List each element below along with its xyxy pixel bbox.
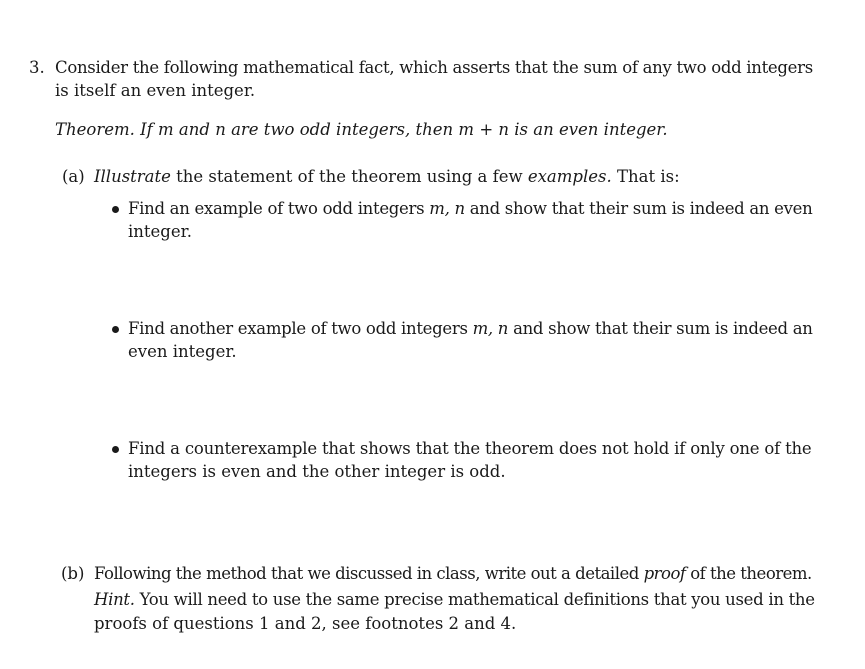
part-a-label: (a): [62, 167, 85, 186]
theorem-text-d: is an even integer.: [509, 120, 668, 139]
theorem-statement: [55, 119, 668, 141]
part-a-examples-word: examples.: [527, 167, 612, 186]
bullet-marker-3: [112, 446, 119, 453]
theorem-text-c: are two odd integers, then: [225, 120, 459, 139]
problem-intro-line-1: Consider the following mathematical fact, which asserts that the sum of any two odd integers: [55, 58, 813, 77]
part-a-intro: [94, 166, 680, 188]
bullet-3-line-1: Find a counterexample that shows that the theorem does not hold if only one of the: [128, 439, 812, 458]
part-b-line-3: proofs of questions 1 and 2, see footnotes 2 and 4.: [94, 614, 517, 633]
bullet-1-line-2: integer.: [128, 222, 192, 241]
theorem-expression: m + n: [458, 120, 510, 139]
theorem-label: Theorem.: [55, 120, 135, 139]
part-b-line-2: Hint. You will need to use the same precise mathematical definitions that you used in the: [94, 590, 815, 609]
problem-intro-line-2: is itself an even integer.: [55, 81, 256, 100]
problem-number: 3.: [29, 58, 45, 77]
part-a-text-mid: the statement of the theorem using a few: [170, 167, 528, 186]
theorem-text-a: If: [140, 120, 158, 139]
bullet-marker-2: [112, 326, 119, 333]
bullet-3-line-2: integers is even and the other integer is odd.: [128, 462, 506, 481]
part-a-text-end: That is:: [611, 167, 680, 186]
theorem-var-m: m: [158, 120, 174, 139]
bullet-2-math: m, n: [472, 319, 509, 338]
bullet-1-line-1: Find an example of two odd integers m, n and show that their sum is indeed an even: [128, 199, 813, 218]
part-a-verb: Illustrate: [94, 167, 171, 186]
part-b-line-1: Following the method that we discussed in class, write out a detailed proof of the theorem.: [94, 564, 812, 583]
bullet-1-math: m, n: [429, 199, 465, 218]
bullet-marker-1: [112, 206, 119, 213]
part-b-proof-word: proof: [643, 564, 686, 583]
theorem-var-n: n: [215, 120, 226, 139]
bullet-2-line-2: even integer.: [128, 342, 237, 361]
theorem-text-b: and: [173, 120, 216, 139]
part-b-label: (b): [61, 564, 85, 583]
bullet-2-line-1: Find another example of two odd integers m, n and show that their sum is indeed an: [128, 319, 813, 338]
hint-label: Hint.: [94, 590, 135, 609]
